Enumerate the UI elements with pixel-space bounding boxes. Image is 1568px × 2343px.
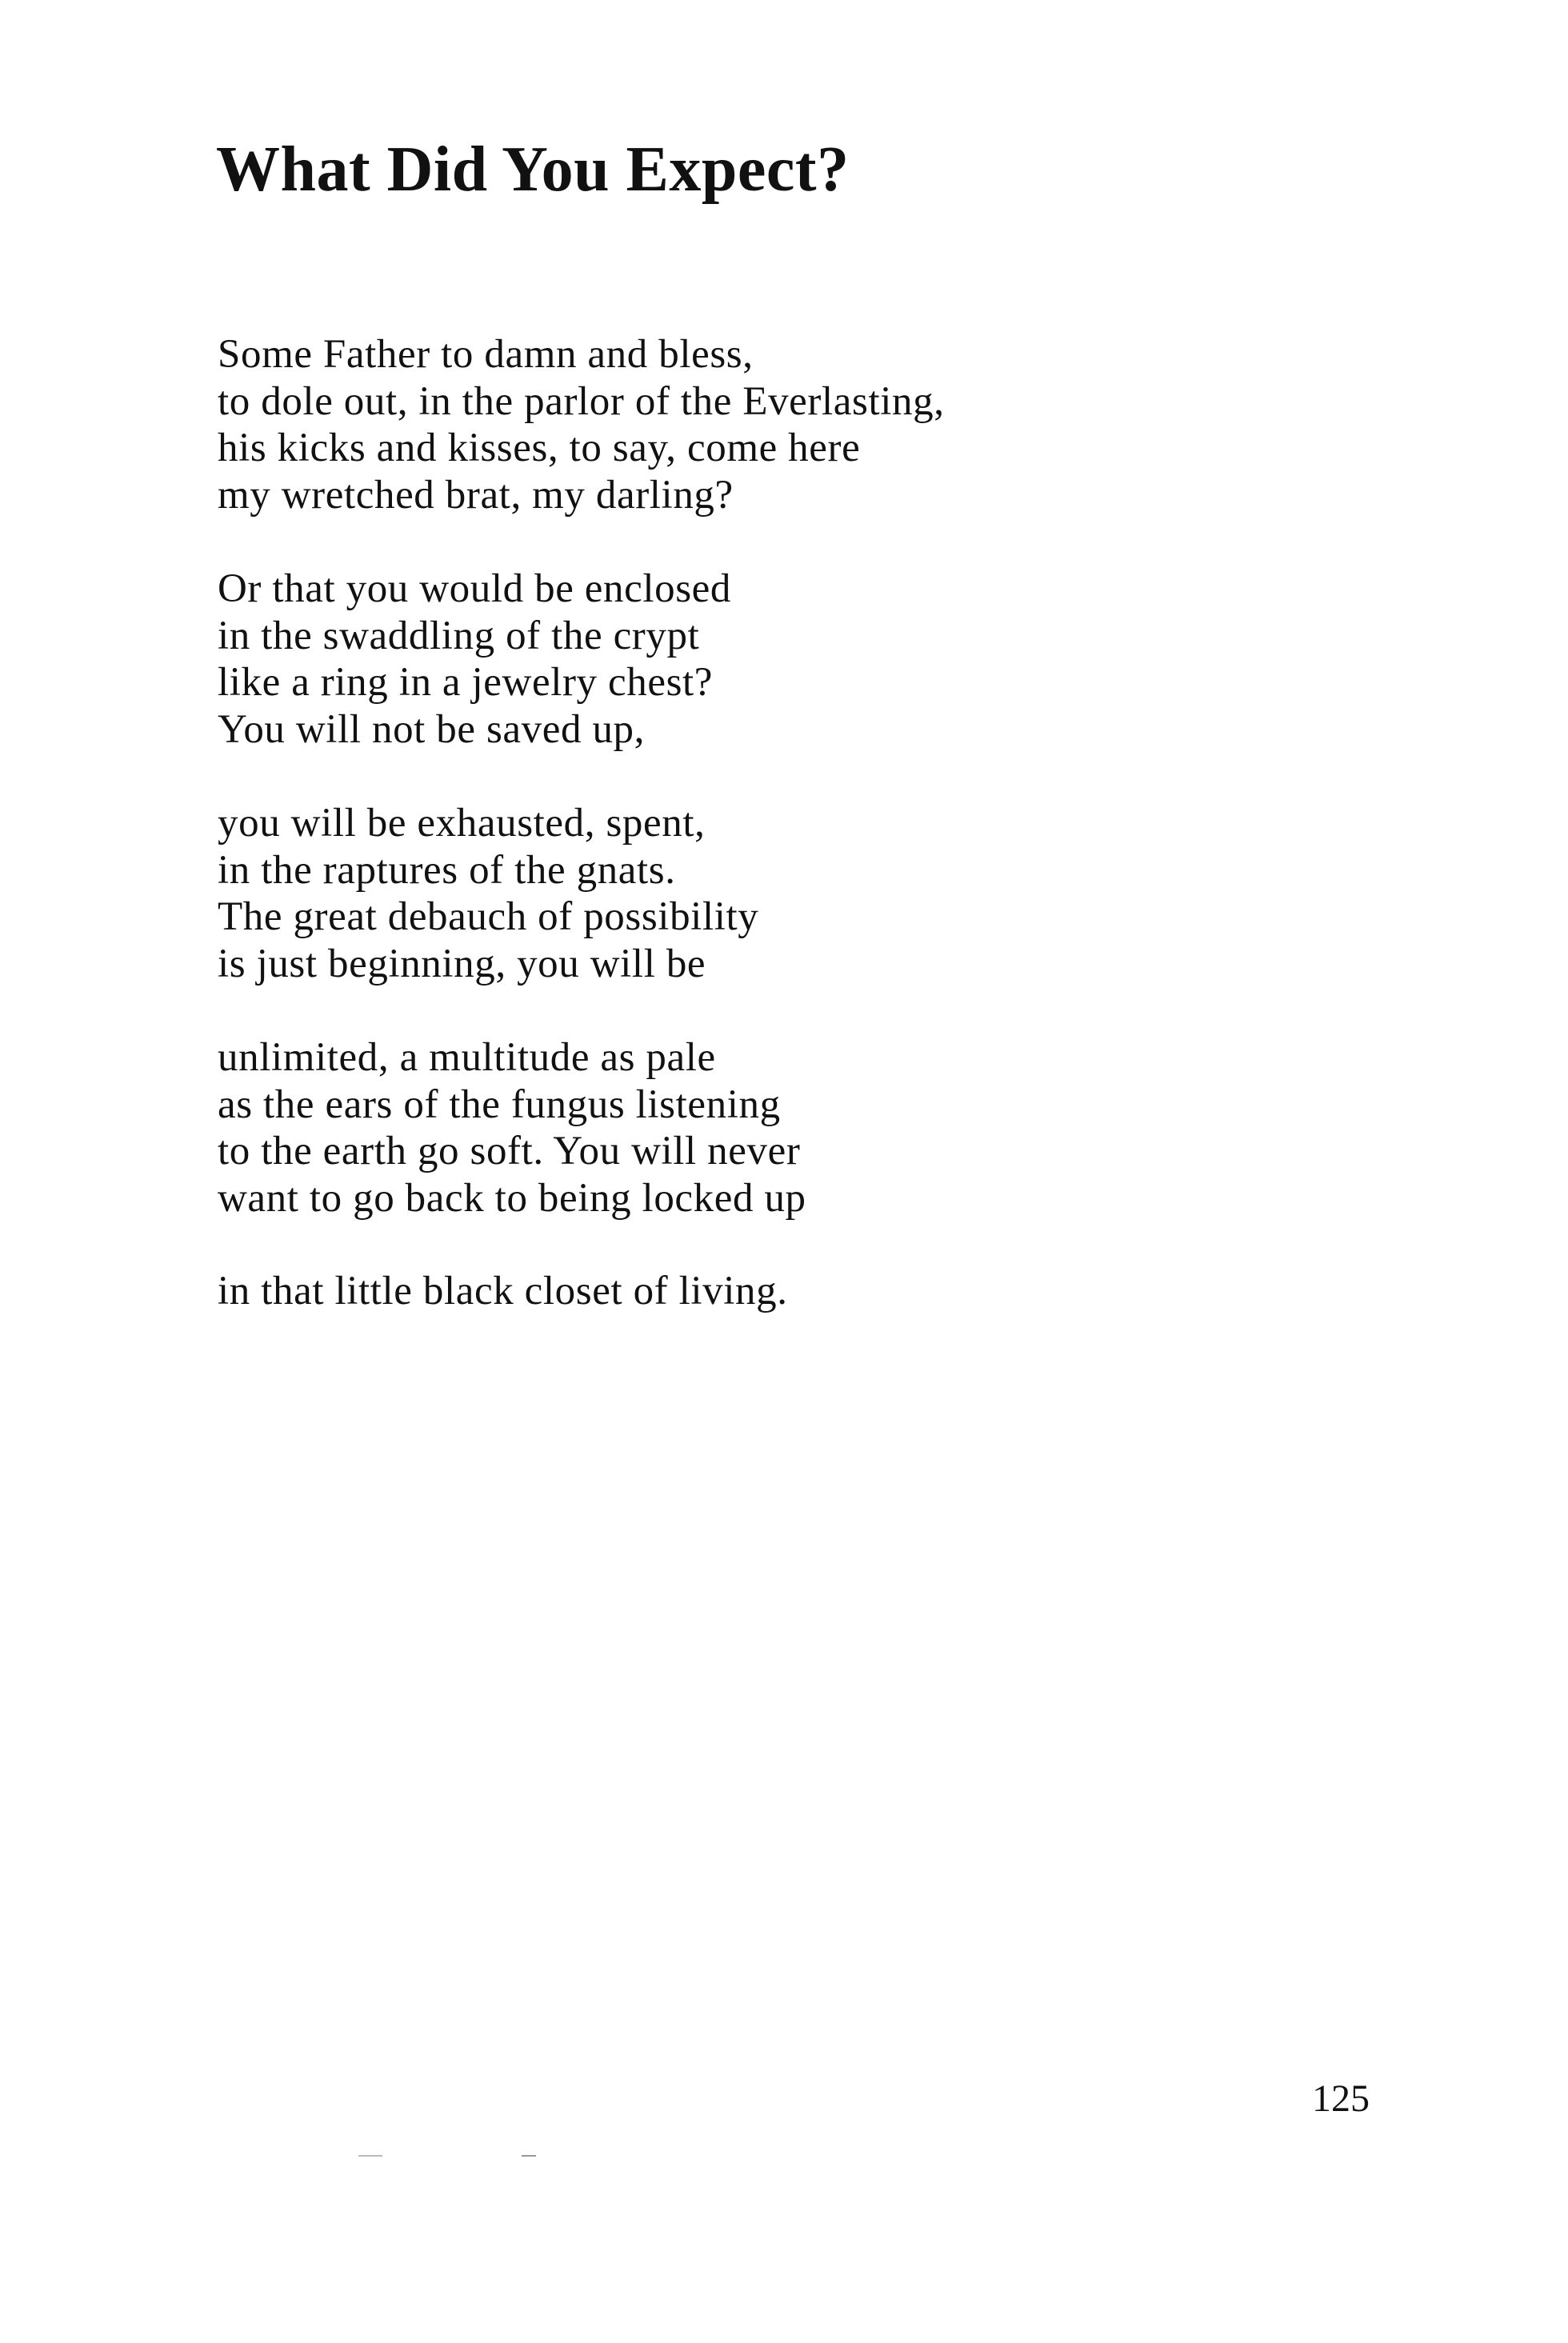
poem-line: his kicks and kisses, to say, come here bbox=[218, 426, 861, 470]
poem-line: is just beginning, you will be bbox=[218, 941, 706, 986]
scan-artifact bbox=[522, 2155, 536, 2157]
poem-line: Or that you would be enclosed bbox=[218, 566, 732, 611]
poem-line: to the earth go soft. You will never bbox=[218, 1129, 801, 1173]
poem-line: Some Father to damn and bless, bbox=[218, 332, 754, 377]
stanza-2 bbox=[218, 566, 731, 753]
stanza-3 bbox=[218, 800, 758, 987]
poem-line: my wretched brat, my darling? bbox=[218, 472, 734, 518]
poem-line: in the raptures of the gnats. bbox=[218, 847, 676, 893]
page-number: 125 bbox=[1312, 2077, 1370, 2120]
scan-artifact bbox=[358, 2155, 382, 2157]
poem-line: want to go back to being locked up bbox=[218, 1175, 806, 1221]
poem-title: What Did You Expect? bbox=[216, 134, 850, 205]
poem-line: The great debauch of possibility bbox=[218, 894, 759, 939]
stanza-4 bbox=[218, 1034, 806, 1221]
poem-line: in that little black closet of living. bbox=[218, 1269, 788, 1313]
poem-line: you will be exhausted, spent, bbox=[218, 801, 706, 846]
poem-line: unlimited, a multitude as pale bbox=[218, 1035, 716, 1080]
stanza-5 bbox=[218, 1268, 788, 1315]
poem-line: to dole out, in the parlor of the Everlasting, bbox=[218, 378, 945, 424]
stanza-1 bbox=[218, 331, 945, 518]
poem-line: like a ring in a jewelry chest? bbox=[218, 660, 714, 705]
poem-line: as the ears of the fungus listening bbox=[218, 1082, 781, 1127]
poem-line: You will not be saved up, bbox=[218, 706, 645, 752]
poem-line: in the swaddling of the crypt bbox=[218, 613, 700, 658]
